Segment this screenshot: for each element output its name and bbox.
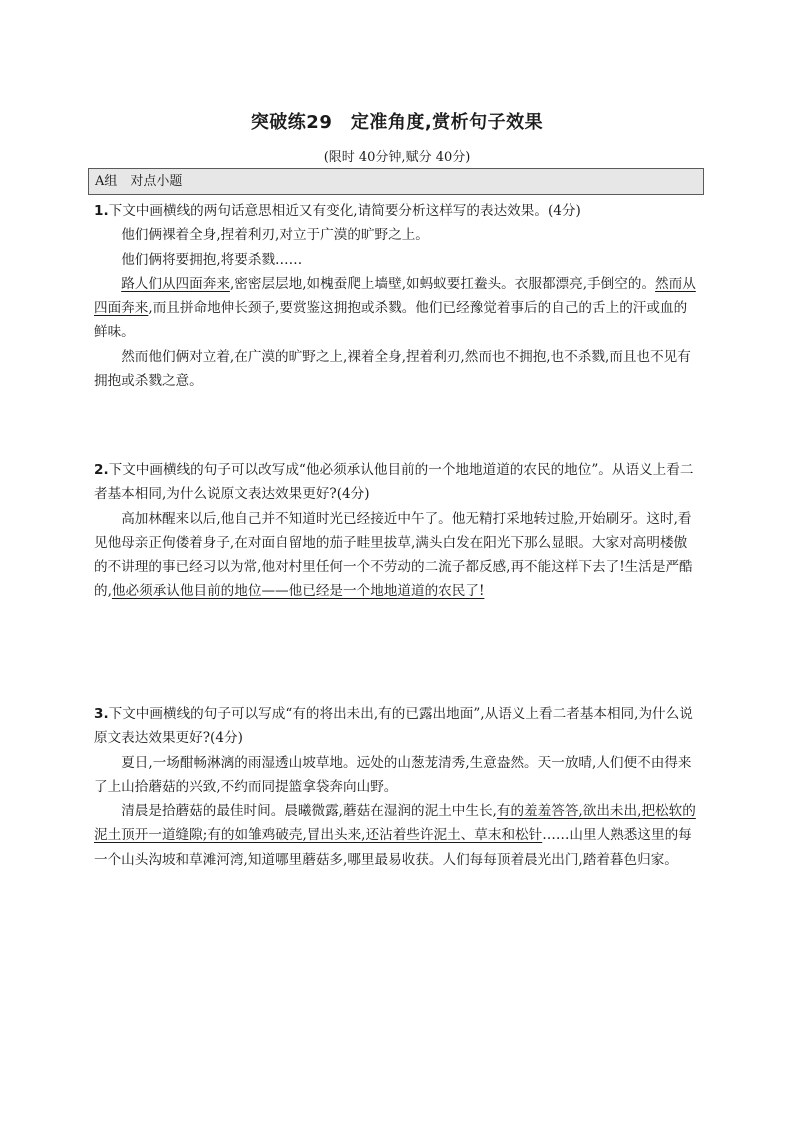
- passage-paragraph: 他们俩将要拥抱,将要杀戮……: [121, 251, 303, 268]
- page-title: 突破练29 定准角度,赏析句子效果: [250, 112, 544, 133]
- question-number: 1.: [94, 203, 109, 219]
- underlined-sentence: 然而从四面奔来: [94, 275, 696, 317]
- underlined-sentence: 他必须承认他目前的地位——他已经是一个地地道道的农民了!: [111, 583, 485, 600]
- group-header: [88, 168, 704, 195]
- question-1: [94, 199, 696, 393]
- question-number: 3.: [94, 706, 109, 722]
- passage-paragraph: 夏日,一场酣畅淋漓的雨湿透山坡草地。远处的山葱茏清秀,生意盎然。天一放晴,人们便不由得来了上山拾蘑菇的兴致,不约而同提篮拿袋奔向山野。: [94, 754, 692, 795]
- question-3: [94, 702, 696, 872]
- passage-paragraph: 路人们从四面奔来,密密层层地,如槐蚕爬上墙壁,如蚂蚁要扛鲞头。衣服都漂亮,手倒空的。然而从四面奔来,而且拼命地伸长颈子,要赏鉴这拥抱或杀戮。他们已经豫觉着事后的自己的舌上的汗或血的鲜味。: [94, 275, 696, 341]
- group-label: A组 对点小题: [95, 174, 183, 189]
- underlined-sentence: 路人们从四面奔来: [121, 275, 230, 292]
- question-3-stem: 3.下文中画横线的句子可以写成“有的将出未出,有的已露出地面”,从语义上看二者基本相同,为什么说原文表达效果更好?(4分): [94, 706, 693, 747]
- passage-paragraph: 高加林醒来以后,他自己并不知道时光已经接近中午了。他无精打采地转过脸,开始刷牙。这时,看见他母亲正佝偻着身子,在对面自留地的茄子畦里拔草,满头白发在阳光下那么显眼。大家对高明楼傲的不讲理的事已经习以为常,他对村里任何一个不劳动的二流子都反感,再不能这样下去了!生活是严酷的,他必须承认他目前的地位——他已经是一个地地道道的农民了!: [94, 510, 693, 600]
- passage-paragraph: 他们俩裸着全身,捏着利刃,对立于广漠的旷野之上。: [121, 227, 429, 244]
- passage-paragraph: 然而他们俩对立着,在广漠的旷野之上,裸着全身,捏着利刃,然而也不拥抱,也不杀戮,而且也不见有拥抱或杀戮之意。: [94, 348, 691, 390]
- passage-paragraph: 清晨是拾蘑菇的最佳时间。晨曦微露,蘑菇在湿润的泥土中生长,有的羞羞答答,欲出未出,把松软的泥土顶开一道缝隙;有的如雏鸡破壳,冒出头来,还沾着些许泥土、草末和松针……山里人熟悉这里的每一个山头沟坡和草滩河湾,知道哪里蘑菇多,哪里最易收获。人们每每顶着晨光出门,踏着暮色归家。: [94, 803, 696, 868]
- underlined-sentence: 有的羞羞答答,欲出未出,把松软的泥土顶开一道缝隙;有的如雏鸡破壳,冒出头来,还沾着些许泥土、草末和松针: [94, 803, 696, 844]
- question-1-stem: 1.下文中画横线的两句话意思相近又有变化,请简要分析这样写的表达效果。(4分): [94, 203, 581, 219]
- question-2-stem: 2.下文中画横线的句子可以改写成“他必须承认他目前的一个地地道道的农民的地位”。从语义上看二者基本相同,为什么说原文表达效果更好?(4分): [94, 462, 694, 503]
- time-limit-note: (限时 40分钟,赋分 40分): [323, 150, 471, 165]
- question-number: 2.: [94, 462, 109, 478]
- question-2: [94, 458, 696, 604]
